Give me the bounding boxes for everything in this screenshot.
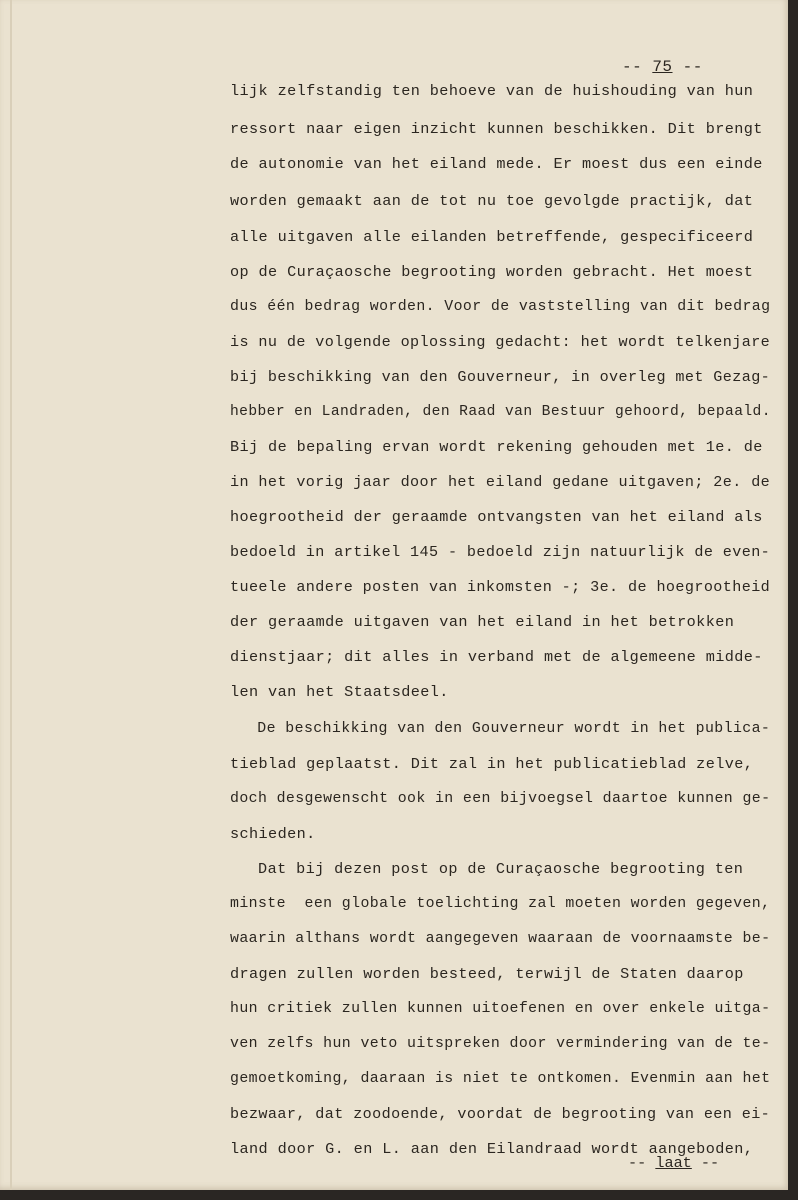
catchword (628, 1154, 719, 1172)
catchword-prefix: -- (628, 1154, 656, 1172)
text-line: bezwaar, dat zoodoende, voordat de begrooting van een ei- (230, 1105, 771, 1123)
text-line: in het vorig jaar door het eiland gedane uitgaven; 2e. de (230, 473, 771, 491)
text-line: ven zelfs hun veto uitspreken door vermindering van de te- (230, 1036, 771, 1052)
text-line: minste een globale toelichting zal moeten worden gegeven, (230, 896, 771, 912)
page-number-suffix: -- (672, 58, 703, 76)
text-line: hoegrootheid der geraamde ontvangsten van het eiland als (230, 508, 763, 526)
text-line: op de Curaçaosche begrooting worden gebracht. Het moest (230, 263, 754, 281)
text-line: schieden. (230, 825, 316, 843)
text-line: bedoeld in artikel 145 - bedoeld zijn natuurlijk de even- (230, 543, 771, 561)
text-line: dus één bedrag worden. Voor de vaststelling van dit bedrag (230, 299, 771, 315)
catchword-value: laat (655, 1154, 692, 1172)
text-line: dragen zullen worden besteed, terwijl de Staten daarop (230, 965, 744, 983)
catchword-suffix: -- (691, 1154, 720, 1172)
text-line: doch desgewenscht ook in een bijvoegsel daartoe kunnen ge- (230, 791, 771, 807)
page-number-value: 75 (652, 58, 673, 76)
text-line: worden gemaakt aan de tot nu toe gevolgde practijk, dat (230, 192, 754, 210)
scan-background-right (788, 0, 798, 1200)
text-line: hebber en Landraden, den Raad van Bestuur gehoord, bepaald. (230, 404, 771, 420)
text-line: tieblad geplaatst. Dit zal in het publicatieblad zelve, (230, 755, 754, 773)
text-line: lijk zelfstandig ten behoeve van de huishouding van hun (230, 82, 754, 100)
text-line: tueele andere posten van inkomsten -; 3e. de hoegrootheid (230, 578, 771, 596)
text-line: der geraamde uitgaven van het eiland in het betrokken (230, 613, 735, 631)
text-line: De beschikking van den Gouverneur wordt in het publica- (220, 721, 771, 737)
text-line: Bij de bepaling ervan wordt rekening gehouden met 1e. de (230, 438, 763, 456)
text-line: hun critiek zullen kunnen uitoefenen en over enkele uitga- (230, 1001, 771, 1017)
text-line: len van het Staatsdeel. (230, 683, 449, 701)
text-line: is nu de volgende oplossing gedacht: het wordt telkenjare (230, 333, 771, 351)
text-line: dienstjaar; dit alles in verband met de algemeene midde- (230, 648, 763, 666)
text-line: gemoetkoming, daaraan is niet te ontkomen. Evenmin aan het (230, 1071, 771, 1087)
text-line: land door G. en L. aan den Eilandraad wordt aangeboden, (230, 1140, 754, 1158)
page-number-prefix: -- (622, 58, 653, 76)
text-line: Dat bij dezen post op de Curaçaosche begrooting ten (220, 860, 744, 878)
page-number (622, 58, 703, 76)
text-line: bij beschikking van den Gouverneur, in overleg met Gezag- (230, 368, 771, 386)
text-line: alle uitgaven alle eilanden betreffende, gespecificeerd (230, 228, 754, 246)
scan-background-bottom (0, 1190, 798, 1200)
page-left-edge (10, 0, 12, 1190)
text-line: waarin althans wordt aangegeven waaraan de voornaamste be- (230, 931, 771, 947)
text-line: ressort naar eigen inzicht kunnen beschikken. Dit brengt (230, 120, 763, 138)
text-line: de autonomie van het eiland mede. Er moest dus een einde (230, 155, 763, 173)
